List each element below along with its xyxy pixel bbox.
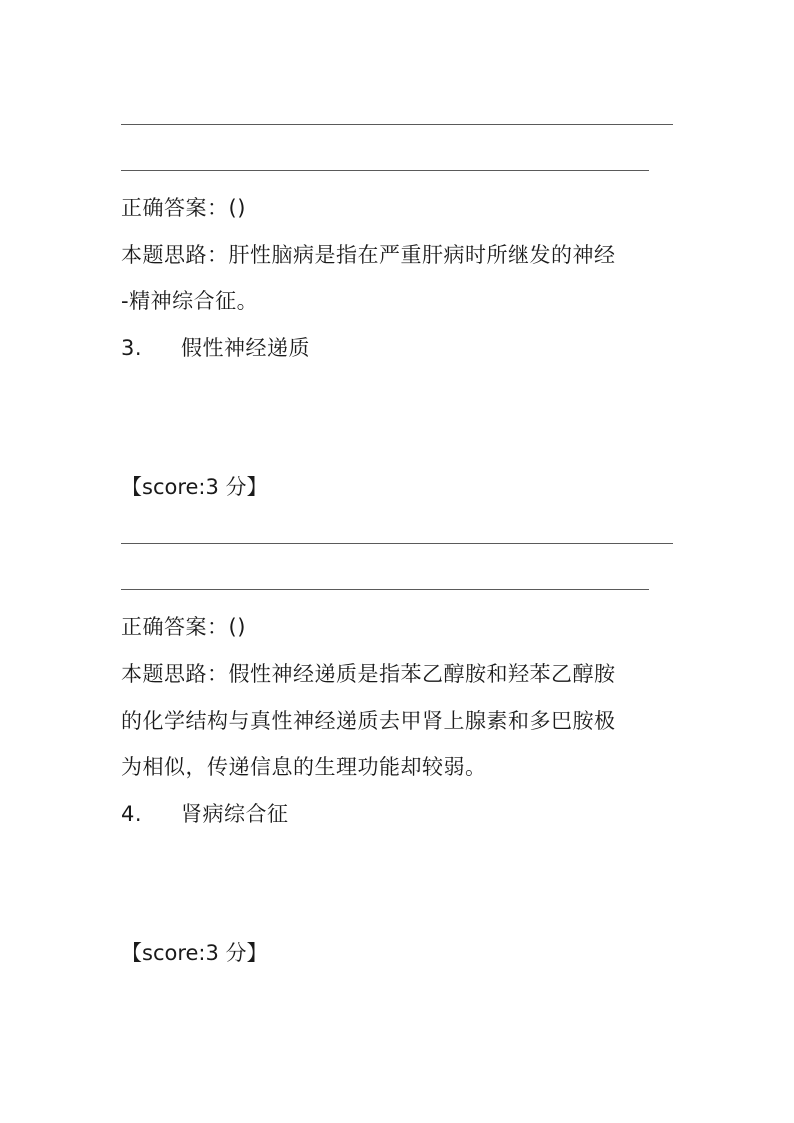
question-heading <box>121 333 310 363</box>
score-label: 【score:3 分】 <box>121 475 268 499</box>
score-label: 【score:3 分】 <box>121 941 268 965</box>
answer-blank-line[interactable] <box>121 124 673 125</box>
correct-answer-label: 正确答案：() <box>121 615 246 639</box>
question-heading <box>121 799 289 829</box>
explanation-line: 为相似，传递信息的生理功能却较弱。 <box>121 755 487 779</box>
question-number: 4. <box>121 802 143 826</box>
explanation-line: 本题思路：假性神经递质是指苯乙醇胺和羟苯乙醇胺 <box>121 662 616 686</box>
answer-blank-line[interactable] <box>121 543 673 544</box>
question-number: 3. <box>121 336 143 360</box>
correct-answer-label: 正确答案：() <box>121 196 246 220</box>
answer-blank-line[interactable] <box>121 589 649 590</box>
answer-blank-line[interactable] <box>121 170 649 171</box>
explanation-line: 的化学结构与真性神经递质去甲肾上腺素和多巴胺极 <box>121 709 616 733</box>
question-title: 肾病综合征 <box>181 802 289 826</box>
explanation-line: 本题思路：肝性脑病是指在严重肝病时所继发的神经 <box>121 243 616 267</box>
explanation-line: -精神综合征。 <box>121 289 259 313</box>
question-title: 假性神经递质 <box>181 336 310 360</box>
